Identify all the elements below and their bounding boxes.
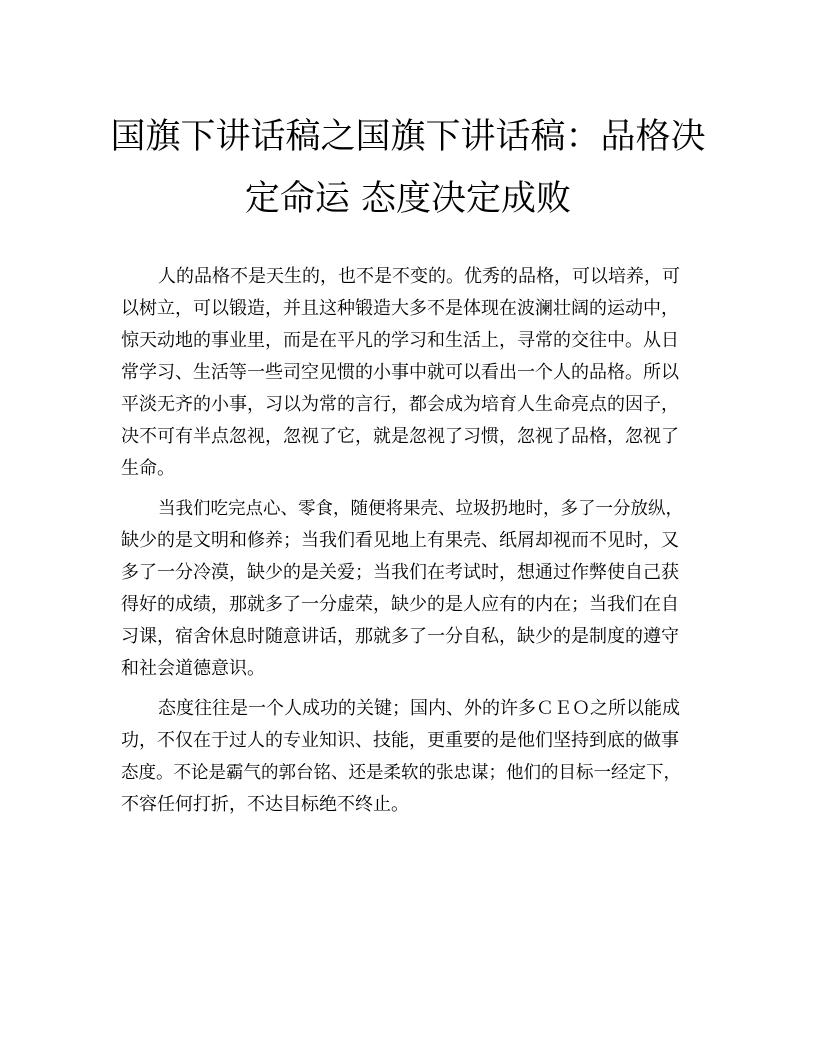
paragraph-line: 得好的成绩，那就多了一分虚荣，缺少的是人应有的内在；当我们在自 xyxy=(121,594,679,615)
paragraph-line: 生命。 xyxy=(121,458,175,479)
paragraph-line: 以树立，可以锻造，并且这种锻造大多不是体现在波澜壮阔的运动中， xyxy=(121,298,679,319)
paragraph-2 xyxy=(121,493,695,685)
paragraph-3 xyxy=(121,693,695,821)
paragraph-line: 态度往往是一个人成功的关键；国内、外的许多ＣＥＯ之所以能成 xyxy=(158,698,680,719)
paragraph-line: 当我们吃完点心、零食，随便将果壳、垃圾扔地时，多了一分放纵， xyxy=(158,499,683,519)
paragraph-line: 和社会道德意识。 xyxy=(121,658,265,679)
paragraph-line: 不容任何打折，不达目标绝不终止。 xyxy=(121,794,409,815)
title-line-1: 国旗下讲话稿之国旗下讲话稿：品格决 xyxy=(110,117,706,157)
paragraph-1 xyxy=(121,261,695,485)
paragraph-line: 缺少的是文明和修养；当我们看见地上有果壳、纸屑却视而不见时，又 xyxy=(121,530,679,551)
document-body xyxy=(121,261,695,821)
paragraph-line: 常学习、生活等一些司空见惯的小事中就可以看出一个人的品格。所以 xyxy=(121,362,679,383)
paragraph-line: 惊天动地的事业里，而是在平凡的学习和生活上，寻常的交往中。从日 xyxy=(121,330,679,351)
paragraph-line: 决不可有半点忽视，忽视了它，就是忽视了习惯，忽视了品格，忽视了 xyxy=(121,426,679,447)
paragraph-line: 态度。不论是霸气的郭台铭、还是柔软的张忠谋；他们的目标一经定下， xyxy=(121,763,681,783)
title-line-2: 定命运 态度决定成败 xyxy=(244,179,572,219)
paragraph-line: 功，不仅在于过人的专业知识、技能，更重要的是他们坚持到底的做事 xyxy=(121,730,679,751)
paragraph-line: 多了一分冷漠，缺少的是关爱；当我们在考试时，想通过作弊使自己获 xyxy=(121,562,679,583)
document-title xyxy=(100,106,716,230)
paragraph-line: 平淡无齐的小事，习以为常的言行，都会成为培育人生命亮点的因子， xyxy=(121,394,679,415)
paragraph-line: 习课，宿舍休息时随意讲话，那就多了一分自私，缺少的是制度的遵守 xyxy=(121,626,679,647)
paragraph-line: 人的品格不是天生的，也不是不变的。优秀的品格，可以培养，可 xyxy=(158,266,680,287)
